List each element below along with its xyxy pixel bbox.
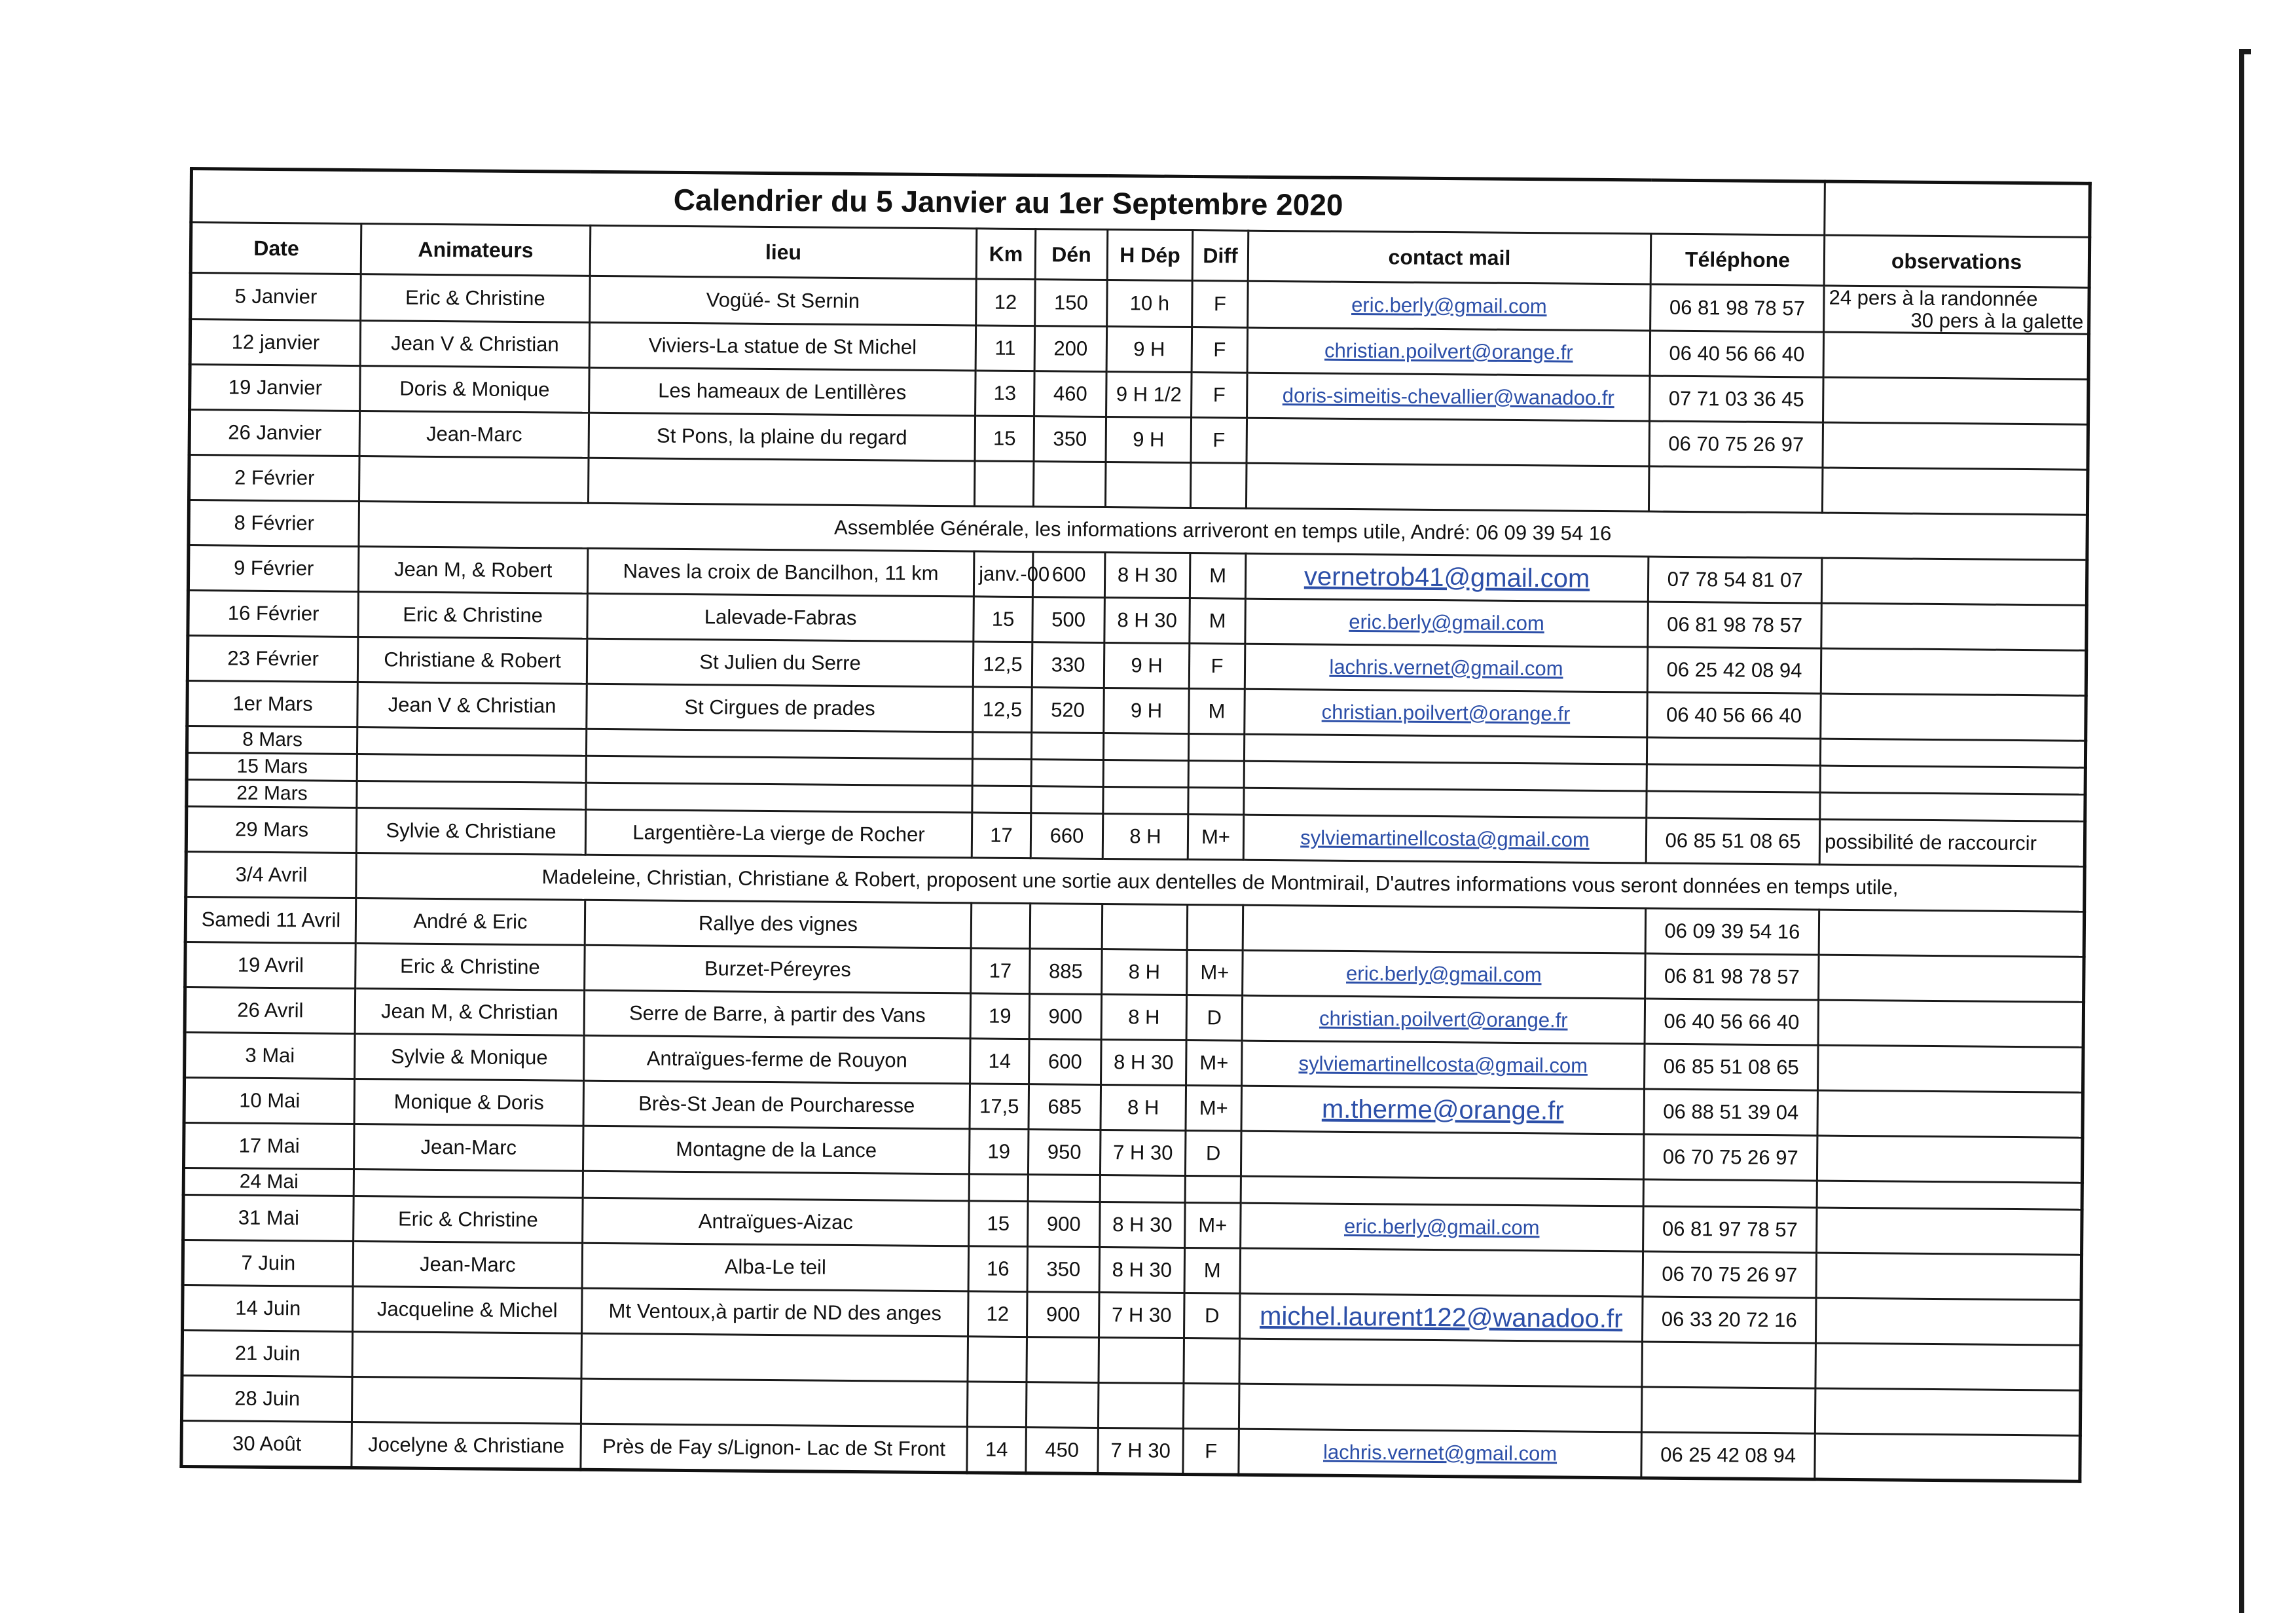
km-cell: 12 <box>976 279 1036 326</box>
contact-mail-link[interactable]: eric.berly@gmail.com <box>1243 950 1646 999</box>
animateurs-cell <box>357 754 586 783</box>
diff-cell: M+ <box>1185 1202 1241 1248</box>
hdep-cell: 9 H <box>1106 417 1192 463</box>
den-cell: 520 <box>1032 688 1104 733</box>
den-cell: 685 <box>1029 1084 1101 1130</box>
hdep-cell: 10 h <box>1107 280 1193 327</box>
lieu-cell: Antraïgues-ferme de Rouyon <box>584 1035 971 1084</box>
date-cell: 5 Janvier <box>191 273 361 321</box>
den-cell: 600 <box>1029 1039 1102 1085</box>
lieu-cell <box>588 458 975 506</box>
diff-cell <box>1188 734 1244 762</box>
den-cell: 660 <box>1030 813 1103 859</box>
den-cell: 900 <box>1027 1292 1100 1338</box>
animateurs-cell: Doris & Monique <box>360 366 590 413</box>
animateurs-cell: Jean V & Christian <box>360 321 590 368</box>
observations-cell <box>1821 693 2086 741</box>
hdep-cell: 8 H 30 <box>1104 552 1190 598</box>
date-cell: 23 Février <box>187 635 358 682</box>
telephone-cell: 06 88 51 39 04 <box>1644 1089 1818 1135</box>
diff-cell: D <box>1184 1293 1241 1338</box>
hdep-cell: 8 H 30 <box>1099 1247 1185 1293</box>
lieu-cell <box>586 783 972 813</box>
observations-cell <box>1820 792 2085 821</box>
den-cell: 500 <box>1032 597 1105 643</box>
diff-cell: M <box>1189 689 1245 735</box>
den-cell <box>1026 1382 1099 1428</box>
date-cell: 26 Avril <box>185 987 355 1033</box>
diff-cell: D <box>1186 995 1243 1041</box>
animateurs-cell <box>357 781 586 810</box>
hdep-cell: 8 H 30 <box>1104 597 1190 643</box>
observations-cell <box>1823 422 2088 470</box>
announcement-cell: Madeleine, Christian, Christiane & Robert, proposent une sortie aux dentelles de Montmirail, D'autres informations vous seront données en temps utile, <box>356 853 2085 912</box>
animateurs-cell: Sylvie & Christiane <box>356 808 586 855</box>
telephone-cell <box>1649 466 1823 513</box>
date-cell: 10 Mai <box>184 1077 355 1124</box>
hdep-cell: 9 H <box>1104 688 1190 733</box>
date-cell: 29 Mars <box>186 806 357 853</box>
hdep-cell <box>1100 1175 1185 1202</box>
hdep-cell <box>1103 733 1188 760</box>
lieu-cell: Brès-St Jean de Pourcharesse <box>583 1080 970 1129</box>
km-cell: 14 <box>967 1427 1027 1473</box>
diff-cell: M <box>1190 599 1246 644</box>
contact-mail-link[interactable]: lachris.vernet@gmail.com <box>1245 644 1648 692</box>
telephone-cell <box>1641 1387 1815 1433</box>
contact-mail-link <box>1244 734 1647 764</box>
km-cell: 15 <box>969 1201 1029 1247</box>
header-km: Km <box>976 229 1036 280</box>
header-observations: observations <box>1824 235 2090 287</box>
km-cell: 17 <box>972 813 1031 858</box>
km-cell: 17 <box>971 948 1030 994</box>
animateurs-cell: Jocelyne & Christiane <box>352 1422 581 1470</box>
telephone-cell: 06 70 75 26 97 <box>1649 421 1823 468</box>
km-cell <box>969 1174 1028 1202</box>
date-cell: 3 Mai <box>185 1032 355 1079</box>
contact-mail-link[interactable]: eric.berly@gmail.com <box>1241 1203 1644 1251</box>
hdep-cell: 9 H 1/2 <box>1106 372 1192 418</box>
contact-mail-link[interactable]: vernetrob41@gmail.com <box>1245 553 1649 602</box>
lieu-cell <box>581 1378 968 1427</box>
observations-cell <box>1819 955 2085 1002</box>
km-cell <box>972 786 1031 813</box>
den-cell: 450 <box>1026 1428 1099 1474</box>
contact-mail-link <box>1246 463 1649 511</box>
lieu-cell: Largentière-La vierge de Rocher <box>585 809 972 858</box>
hdep-cell: 8 H <box>1101 1084 1186 1130</box>
animateurs-cell: Jean M, & Christian <box>355 989 585 1036</box>
den-cell <box>1031 786 1103 814</box>
animateurs-cell: Jean M, & Robert <box>358 547 588 594</box>
telephone-cell: 06 85 51 08 65 <box>1645 1044 1819 1090</box>
title-blank-cell <box>1825 181 2090 237</box>
contact-mail-link <box>1239 1338 1643 1387</box>
date-cell: 26 Janvier <box>189 410 360 456</box>
observations-cell <box>1822 468 2088 515</box>
observation-line: 30 pers à la galette <box>1910 308 2084 333</box>
telephone-cell: 06 81 98 78 57 <box>1648 602 1822 648</box>
observations-cell <box>1817 1090 2083 1137</box>
lieu-cell: St Julien du Serre <box>587 638 974 687</box>
contact-mail-link <box>1241 1131 1644 1179</box>
den-cell: 150 <box>1035 280 1108 327</box>
observations-cell <box>1821 603 2087 650</box>
telephone-cell <box>1642 1342 1816 1388</box>
animateurs-cell: André & Eric <box>355 898 585 946</box>
hdep-cell: 7 H 30 <box>1099 1292 1185 1338</box>
hdep-cell: 7 H 30 <box>1098 1428 1184 1474</box>
telephone-cell: 07 71 03 36 45 <box>1650 376 1824 422</box>
animateurs-cell <box>359 456 589 504</box>
telephone-cell <box>1643 1179 1817 1208</box>
contact-mail-link <box>1239 1384 1642 1432</box>
animateurs-cell: Sylvie & Monique <box>355 1034 585 1081</box>
lieu-cell: Burzet-Péreyres <box>585 945 972 993</box>
scan-edge-mark <box>2239 49 2251 1613</box>
den-cell: 350 <box>1034 416 1106 462</box>
lieu-cell: Près de Fay s/Lignon- Lac de St Front <box>581 1424 968 1473</box>
header-diff: Diff <box>1192 231 1248 282</box>
observations-cell <box>1821 558 2087 605</box>
header-telephone: Téléphone <box>1650 234 1825 286</box>
den-cell: 885 <box>1030 949 1102 995</box>
hdep-cell: 8 H 30 <box>1100 1202 1186 1247</box>
den-cell: 330 <box>1032 642 1104 688</box>
observations-cell <box>1815 1433 2081 1481</box>
lieu-cell <box>583 1171 969 1201</box>
contact-mail-link[interactable]: lachris.vernet@gmail.com <box>1239 1429 1642 1478</box>
den-cell <box>1031 733 1103 760</box>
header-lieu: lieu <box>590 225 977 279</box>
date-cell: 3/4 Avril <box>186 851 357 898</box>
contact-mail-link[interactable]: m.therme@orange.fr <box>1241 1086 1645 1134</box>
telephone-cell: 06 81 98 78 57 <box>1650 284 1825 332</box>
observations-cell <box>1820 739 2085 767</box>
hdep-cell: 8 H <box>1102 813 1188 859</box>
km-cell: 15 <box>975 416 1034 462</box>
hdep-cell <box>1102 904 1188 950</box>
diff-cell: D <box>1185 1130 1241 1176</box>
observation-line: 24 pers à la randonnée <box>1829 286 2038 311</box>
lieu-cell: Montagne de la Lance <box>583 1126 970 1174</box>
date-cell: 24 Mai <box>183 1168 354 1196</box>
contact-mail-link <box>1244 788 1647 818</box>
diff-cell: F <box>1192 373 1248 418</box>
km-cell: janv.-00 <box>974 551 1033 597</box>
diff-cell: F <box>1191 418 1247 464</box>
date-cell: 8 Mars <box>187 726 357 754</box>
diff-cell: M+ <box>1188 815 1244 860</box>
den-cell: 200 <box>1034 326 1107 372</box>
header-date: Date <box>191 223 361 274</box>
date-cell: 16 Février <box>188 590 359 637</box>
observations-cell <box>1815 1388 2081 1435</box>
observations-cell <box>1816 1298 2082 1345</box>
date-cell: 14 Juin <box>183 1285 354 1331</box>
diff-cell: M <box>1184 1247 1241 1293</box>
hdep-cell: 8 H <box>1102 949 1188 995</box>
hdep-cell <box>1105 462 1191 508</box>
contact-mail-link <box>1243 905 1646 953</box>
observations-cell <box>1820 766 2085 794</box>
lieu-cell: Les hameaux de Lentillères <box>589 367 976 416</box>
animateurs-cell: Monique & Doris <box>354 1079 584 1126</box>
animateurs-cell: Eric & Christine <box>361 274 591 323</box>
contact-mail-link[interactable]: doris-simeitis-chevallier@wanadoo.fr <box>1247 373 1650 421</box>
den-cell: 900 <box>1028 1202 1101 1247</box>
den-cell <box>1031 760 1103 787</box>
date-cell: 21 Juin <box>182 1330 353 1376</box>
animateurs-cell <box>354 1170 583 1198</box>
date-cell: Samedi 11 Avril <box>185 896 356 943</box>
contact-mail-link <box>1247 418 1650 466</box>
den-cell: 600 <box>1032 552 1105 598</box>
km-cell: 19 <box>969 1129 1029 1175</box>
header-hdep: H Dép <box>1107 230 1193 281</box>
animateurs-cell: Eric & Christine <box>358 592 588 639</box>
date-cell: 15 Mars <box>187 752 357 781</box>
km-cell: 16 <box>968 1246 1028 1292</box>
hdep-cell <box>1098 1382 1184 1428</box>
hdep-cell <box>1099 1337 1184 1383</box>
diff-cell: F <box>1192 327 1248 373</box>
animateurs-cell: Eric & Christine <box>354 1196 583 1244</box>
lieu-cell <box>586 756 972 786</box>
km-cell <box>971 903 1030 949</box>
observations-cell <box>1821 648 2086 695</box>
header-animateurs: Animateurs <box>361 224 591 276</box>
telephone-cell <box>1647 737 1820 766</box>
den-cell: 350 <box>1027 1247 1100 1293</box>
diff-cell: M+ <box>1186 1040 1243 1086</box>
telephone-cell: 06 09 39 54 16 <box>1645 908 1819 955</box>
date-cell: 19 Janvier <box>190 365 361 411</box>
hdep-cell: 9 H <box>1104 642 1190 688</box>
calendar-title: Calendrier du 5 Janvier au 1er Septembre 2020 <box>191 169 1825 236</box>
contact-mail-link <box>1241 1176 1643 1206</box>
hdep-cell <box>1103 786 1188 814</box>
header-den: Dén <box>1035 229 1108 280</box>
hdep-cell <box>1103 760 1188 787</box>
telephone-cell: 06 40 56 66 40 <box>1645 999 1819 1045</box>
animateurs-cell: Jean-Marc <box>354 1124 583 1172</box>
telephone-cell: 06 40 56 66 40 <box>1650 331 1824 377</box>
den-cell <box>1030 904 1102 950</box>
lieu-cell: Lalevade-Fabras <box>587 593 974 642</box>
telephone-cell: 06 70 75 26 97 <box>1643 1134 1817 1181</box>
km-cell: 12,5 <box>973 642 1032 688</box>
telephone-cell: 06 40 56 66 40 <box>1647 692 1821 739</box>
den-cell <box>1027 1337 1099 1383</box>
observations-cell <box>1823 377 2089 424</box>
animateurs-cell <box>357 728 586 756</box>
km-cell: 14 <box>970 1039 1030 1084</box>
contact-mail-link[interactable]: sylviemartinellcosta@gmail.com <box>1243 815 1647 863</box>
den-cell: 950 <box>1028 1130 1101 1175</box>
animateurs-cell <box>352 1332 582 1379</box>
contact-mail-link[interactable]: christian.poilvert@orange.fr <box>1247 327 1650 376</box>
hdep-cell: 9 H <box>1106 327 1192 373</box>
lieu-cell: St Pons, la plaine du regard <box>589 413 975 461</box>
observation-line: possibilité de raccourcir <box>1824 830 2037 855</box>
km-cell: 12,5 <box>973 687 1032 733</box>
telephone-cell: 06 85 51 08 65 <box>1646 818 1820 864</box>
animateurs-cell: Eric & Christine <box>355 944 585 991</box>
telephone-cell: 06 81 98 78 57 <box>1645 953 1819 1000</box>
contact-mail-link[interactable]: michel.laurent122@wanadoo.fr <box>1239 1293 1643 1342</box>
lieu-cell: Naves la croix de Bancilhon, 11 km <box>587 548 974 597</box>
km-cell <box>968 1337 1027 1382</box>
hdep-cell: 8 H <box>1101 994 1187 1040</box>
diff-cell <box>1185 1175 1241 1203</box>
date-cell: 30 Août <box>181 1420 352 1467</box>
lieu-cell: Rallye des vignes <box>585 900 972 948</box>
observations-cell <box>1819 910 2085 957</box>
km-cell: 11 <box>975 325 1035 371</box>
lieu-cell: St Cirgues de prades <box>587 684 974 732</box>
diff-cell <box>1183 1383 1239 1429</box>
animateurs-cell: Jean-Marc <box>353 1242 583 1289</box>
animateurs-cell: Jean-Marc <box>359 411 589 458</box>
km-cell <box>972 732 1031 760</box>
hdep-cell: 7 H 30 <box>1100 1130 1186 1175</box>
lieu-cell: Antraïgues-Aizac <box>583 1198 970 1246</box>
date-cell: 19 Avril <box>185 942 356 988</box>
calendar-sheet <box>179 167 2092 1483</box>
lieu-cell: Serre de Barre, à partir des Vans <box>584 990 971 1039</box>
hdep-cell: 8 H 30 <box>1101 1039 1187 1085</box>
observations-cell <box>1824 286 2090 334</box>
observations-cell <box>1817 1208 2083 1255</box>
date-cell: 17 Mai <box>183 1122 354 1169</box>
telephone-cell: 06 25 42 08 94 <box>1647 647 1821 693</box>
lieu-cell <box>586 729 972 759</box>
diff-cell <box>1190 463 1247 509</box>
lieu-cell <box>581 1333 968 1382</box>
km-cell: 19 <box>970 993 1030 1039</box>
diff-cell: F <box>1189 644 1245 690</box>
date-cell: 31 Mai <box>183 1194 354 1241</box>
den-cell: 900 <box>1029 994 1102 1040</box>
date-cell: 7 Juin <box>183 1240 354 1286</box>
date-cell: 9 Février <box>188 545 359 592</box>
contact-mail-link[interactable]: eric.berly@gmail.com <box>1245 599 1649 647</box>
km-cell <box>974 461 1034 507</box>
contact-mail-link[interactable]: christian.poilvert@orange.fr <box>1245 689 1648 737</box>
contact-mail-link[interactable]: eric.berly@gmail.com <box>1248 281 1651 331</box>
animateurs-cell: Jean V & Christian <box>357 682 587 729</box>
diff-cell: M <box>1190 553 1246 599</box>
date-cell: 1er Mars <box>187 680 358 727</box>
den-cell <box>1028 1175 1100 1202</box>
den-cell: 460 <box>1034 371 1107 417</box>
observations-cell <box>1816 1253 2082 1300</box>
lieu-cell: Alba-Le teil <box>582 1243 969 1291</box>
date-cell: 8 Février <box>189 500 359 547</box>
date-cell: 28 Juin <box>181 1375 352 1422</box>
contact-mail-link[interactable]: sylviemartinellcosta@gmail.com <box>1242 1041 1645 1089</box>
diff-cell: M+ <box>1187 950 1243 995</box>
contact-mail-link <box>1240 1248 1643 1297</box>
den-cell <box>1033 462 1106 507</box>
announcement-cell: Assemblée Générale, les informations arriveront en temps utile, André: 06 09 39 54 16 <box>359 502 2088 561</box>
diff-cell <box>1188 761 1244 788</box>
animateurs-cell: Christiane & Robert <box>357 637 587 684</box>
animateurs-cell: Jacqueline & Michel <box>353 1287 583 1334</box>
lieu-cell: Mt Ventoux,à partir de ND des anges <box>582 1288 969 1337</box>
telephone-cell: 07 78 54 81 07 <box>1648 557 1822 603</box>
calendar-table <box>179 167 2092 1483</box>
telephone-cell <box>1647 791 1820 819</box>
lieu-cell: Vogüé- St Sernin <box>590 276 977 325</box>
header-contact-mail: contact mail <box>1248 231 1651 284</box>
diff-cell: M+ <box>1186 1085 1242 1131</box>
telephone-cell: 06 70 75 26 97 <box>1643 1251 1817 1298</box>
diff-cell: F <box>1192 281 1248 328</box>
observations-cell <box>1817 1135 2083 1183</box>
date-cell: 22 Mars <box>187 779 357 807</box>
telephone-cell <box>1647 764 1820 792</box>
km-cell: 13 <box>975 371 1035 416</box>
observations-cell <box>1819 819 2085 866</box>
telephone-cell: 06 25 42 08 94 <box>1641 1432 1815 1479</box>
km-cell <box>967 1382 1027 1428</box>
animateurs-cell <box>352 1377 581 1424</box>
observations-cell <box>1823 332 2089 379</box>
km-cell: 12 <box>968 1291 1028 1337</box>
date-cell: 12 janvier <box>190 320 361 366</box>
diff-cell <box>1188 788 1244 815</box>
observations-cell <box>1817 1181 2082 1209</box>
lieu-cell: Viviers-La statue de St Michel <box>589 322 976 371</box>
km-cell: 15 <box>974 597 1033 642</box>
diff-cell <box>1184 1338 1240 1384</box>
telephone-cell: 06 81 97 78 57 <box>1643 1206 1817 1253</box>
km-cell: 17,5 <box>970 1084 1029 1130</box>
observations-cell <box>1818 1000 2084 1047</box>
contact-mail-link[interactable]: christian.poilvert@orange.fr <box>1242 995 1645 1044</box>
telephone-cell: 06 33 20 72 16 <box>1642 1297 1816 1343</box>
diff-cell: F <box>1183 1428 1239 1475</box>
date-cell: 2 Février <box>189 455 360 502</box>
contact-mail-link <box>1244 761 1647 791</box>
km-cell <box>972 759 1031 786</box>
diff-cell <box>1187 905 1243 951</box>
observations-cell <box>1818 1045 2084 1092</box>
observations-cell <box>1815 1343 2081 1390</box>
